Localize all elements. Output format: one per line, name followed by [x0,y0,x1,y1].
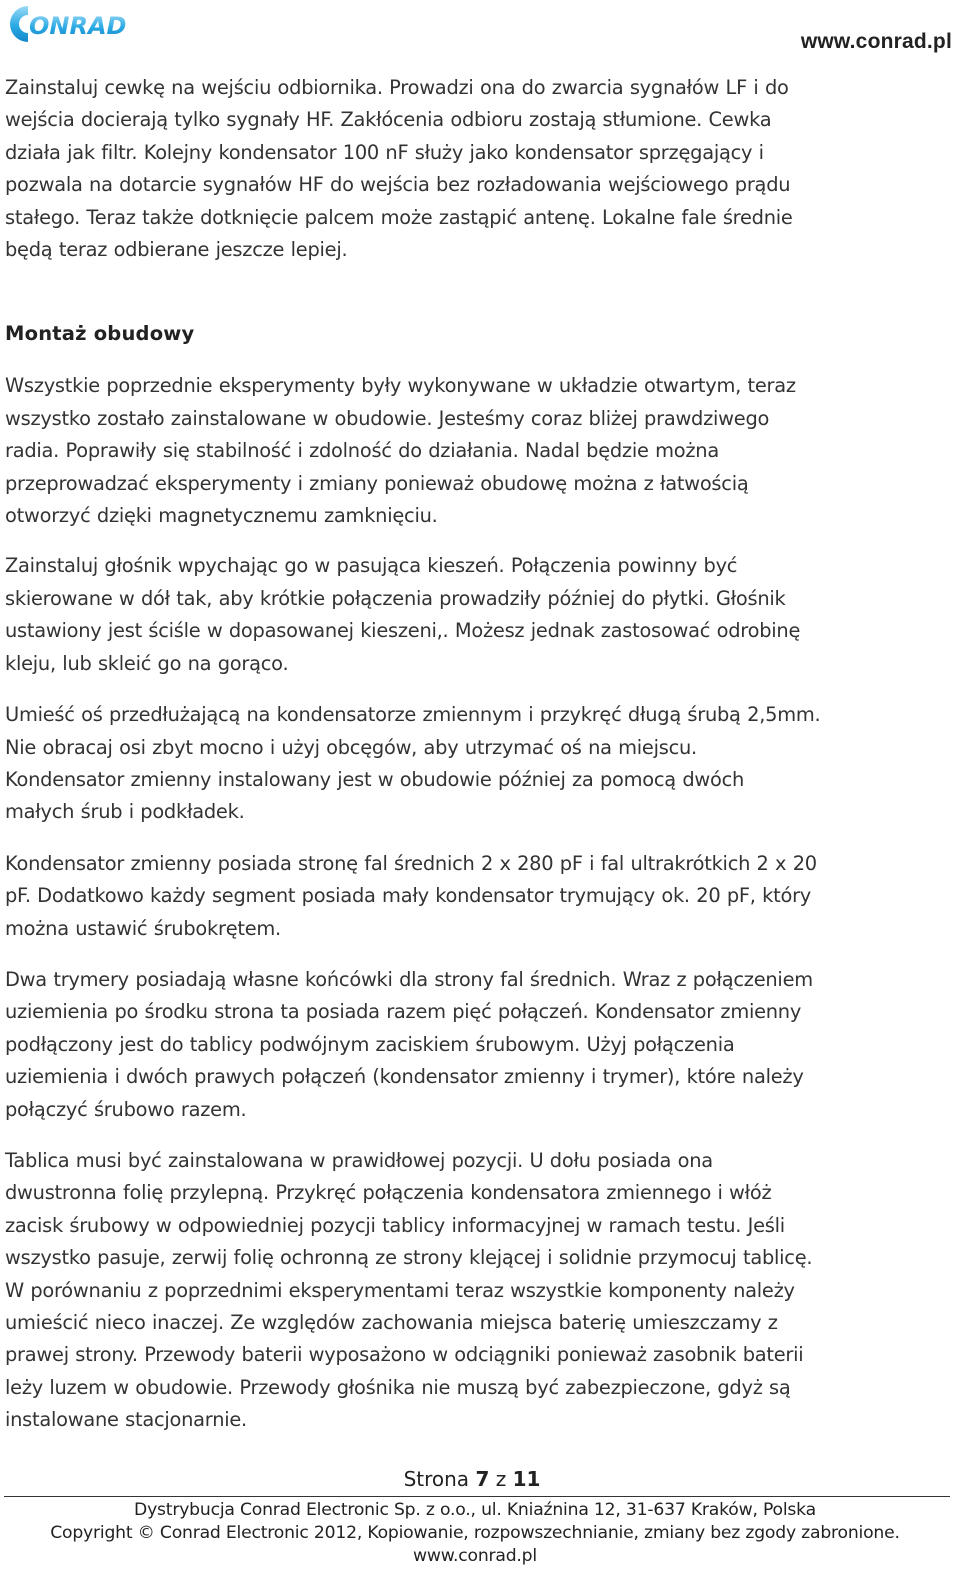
text-line: wszystko pasuje, zerwij folię ochronną ze strony klejącej i solidnie przymocuj tablicę. [5,1246,813,1270]
text-line: skierowane w dół tak, aby krótkie połączenia prowadziły później do płytki. Głośnik [5,586,786,610]
text-line: połączyć śrubowo razem. [5,1097,247,1121]
footer-address: Dystrybucja Conrad Electronic Sp. z o.o., ul. Kniaźnina 12, 31-637 Kraków, Polska [134,1500,816,1520]
text-line: można ustawić śrubokrętem. [5,916,281,940]
text-line: uziemienia po środku strona ta posiada razem pięć połączeń. Kondensator zmienny [5,1000,802,1024]
text-line: Kondensator zmienny posiada stronę fal średnich 2 x 280 pF i fal ultrakrótkich 2 x 20 [5,851,817,875]
text-line: otworzyć dzięki magnetycznemu zamknięciu. [5,504,438,528]
text-line: wejścia docierają tylko sygnały HF. Zakłócenia odbioru zostają stłumione. Cewka [5,108,772,132]
text-line: przeprowadzać eksperymenty i zmiany ponieważ obudowę można z łatwością [5,471,749,495]
footer-url: www.conrad.pl [413,1546,537,1566]
text-line: wszystko zostało zainstalowane w obudowie. Jesteśmy coraz bliżej prawdziwego [5,406,770,430]
footer-divider [4,1496,950,1497]
text-line: Zainstaluj głośnik wpychając go w pasująca kieszeń. Połączenia powinny być [5,554,738,578]
page-total: 11 [512,1467,541,1491]
page-current: 7 [475,1467,490,1491]
footer-text [0,1499,950,1568]
text-line: W porównaniu z poprzednimi eksperymentami teraz wszystkie komponenty należy [5,1278,795,1302]
text-line: Nie obracaj osi zbyt mocno i użyj obcęgów, aby utrzymać oś na miejscu. [5,735,697,759]
text-line: uziemienia i dwóch prawych połączeń (kondensator zmienny i trymer), które należy [5,1065,804,1089]
text-line: Zainstaluj cewkę na wejściu odbiornika. Prowadzi ona do zwarcia sygnałów LF i do [5,76,789,99]
page-number [0,1466,960,1492]
text-line: działa jak filtr. Kolejny kondensator 100 nF służy jako kondensator sprzęgający i [5,140,764,164]
paragraph [5,1145,950,1437]
svg-text:ONRAD: ONRAD [29,12,127,40]
text-line: Umieść oś przedłużającą na kondensatorze zmiennym i przykręć długą śrubą 2,5mm. [5,703,821,727]
text-line: radia. Poprawiły się stabilność i zdolność do działania. Nadal będzie można [5,439,719,463]
text-line: leży luzem w obudowie. Przewody głośnika nie muszą być zabezpieczone, gdyż są [5,1375,791,1399]
text-line: pF. Dodatkowo każdy segment posiada mały kondensator trymujący ok. 20 pF, który [5,884,812,908]
text-line: zacisk śrubowy w odpowiedniej pozycji tablicy informacyjnej w ramach testu. Jeśli [5,1213,785,1237]
section-heading: Montaż obudowy [5,322,195,346]
paragraph [5,964,950,1126]
text-line: Dwa trymery posiadają własne końcówki dla strony fal średnich. Wraz z połączeniem [5,967,813,991]
text-line: pozwala na dotarcie sygnałów HF do wejścia bez rozładowania wejściowego prądu [5,173,791,197]
text-line: małych śrub i podkładek. [5,800,245,824]
text-line: prawej strony. Przewody baterii wyposażono w odciągniki ponieważ zasobnik baterii [5,1343,804,1367]
paragraph [5,848,950,945]
conrad-logo [2,2,154,44]
text-line: podłączony jest do tablicy podwójnym zaciskiem śrubowym. Użyj połączenia [5,1032,735,1056]
text-line: instalowane stacjonarnie. [5,1408,247,1432]
text-line: umieścić nieco inaczej. Ze względów zachowania miejsca baterię umieszczamy z [5,1311,778,1334]
paragraph [5,550,950,680]
header-url: www.conrad.pl [800,30,952,53]
paragraph [5,370,950,532]
page-separator: z [489,1467,513,1491]
text-line: Kondensator zmienny instalowany jest w obudowie później za pomocą dwóch [5,767,745,791]
paragraph-intro [5,72,950,266]
text-line: stałego. Teraz także dotknięcie palcem może zastąpić antenę. Lokalne fale średnie [5,205,793,229]
text-line: Tablica musi być zainstalowana w prawidłowej pozycji. U dołu posiada ona [5,1148,713,1172]
text-line: będą teraz odbierane jeszcze lepiej. [5,238,348,262]
page-prefix: Strona [403,1467,476,1491]
paragraph [5,699,950,829]
page-header [0,0,960,56]
document-body [5,72,950,1437]
text-line: Wszystkie poprzednie eksperymenty były wykonywane w układzie otwartym, teraz [5,374,796,398]
page-footer [0,1466,960,1566]
text-line: ustawiony jest ściśle w dopasowanej kieszeni,. Możesz jednak zastosować odrobinę [5,619,801,643]
text-line: dwustronna folię przylepną. Przykręć połączenia kondensatora zmiennego i włóż [5,1181,772,1205]
text-line: kleju, lub skleić go na gorąco. [5,651,289,675]
footer-copyright: Copyright © Conrad Electronic 2012, Kopiowanie, rozpowszechnianie, zmiany bez zgody zabronione. [50,1523,900,1543]
